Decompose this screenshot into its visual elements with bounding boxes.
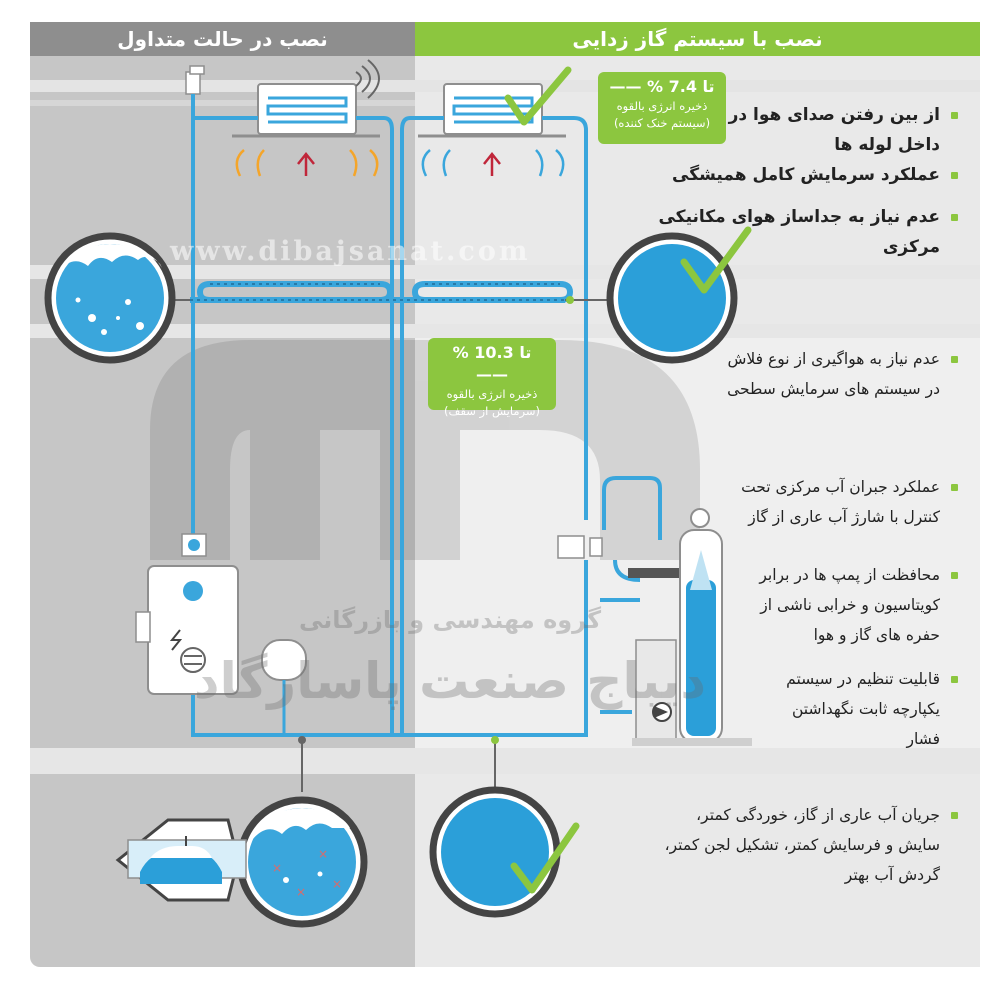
bullet-pressure-maintenance: قابلیت تنظیم در سیستم یکپارچه ثابت نگهداشتن فشار (740, 664, 940, 754)
header-degassing: نصب با سیستم گاز زدایی (572, 27, 823, 51)
bullet-water-makeup: عملکرد جبران آب مرکزی تحت کنترل با شارژ آب عاری از گاز (700, 472, 940, 532)
bullet-marker (951, 676, 958, 683)
bullet-marker (951, 356, 958, 363)
badge-energy-cooling-line1: ذخیره انرژی بالقوه (616, 99, 708, 113)
svg-text:×: × (332, 877, 343, 891)
bullet-pump-protection: محافظت از پمپ ها در برابر کویتاسیون و خرابی ناشی از حفره های گاز و هوا (700, 560, 940, 650)
badge-energy-ceiling (428, 338, 556, 418)
bullet-gas-free-flow: جریان آب عاری از گاز، خوردگی کمتر، سایش و فرسایش کمتر، تشکیل لجن کمتر، گردش آب بهتر (640, 800, 940, 890)
svg-text:×: × (272, 861, 283, 875)
bullet-no-flash-venting: عدم نیاز به هواگیری از نوع فلاش در سیستم های سرمایش سطحی (700, 344, 940, 404)
bullet-marker (951, 112, 958, 119)
badge-energy-ceiling-line1: ذخیره انرژی بالقوه (446, 387, 538, 401)
svg-text:×: × (296, 885, 307, 899)
badge-energy-ceiling-pct: تا 10.3 % —— (452, 343, 532, 384)
badge-energy-cooling-line2: (سیستم خنک کننده) (613, 116, 711, 130)
header-conventional: نصب در حالت متداول (117, 27, 328, 51)
bullet-marker (951, 214, 958, 221)
badge-energy-cooling-pct: تا 7.4 % —— (609, 77, 715, 96)
bullet-marker (951, 484, 958, 491)
bullet-no-separator: عدم نیاز به جداساز هوای مکانیکی مرکزی (600, 202, 940, 262)
svg-text:×: × (318, 847, 329, 861)
bullet-noise: از بین رفتن صدای هوا در داخل لوله ها (710, 100, 940, 160)
bullet-marker (951, 812, 958, 819)
bullet-marker (951, 572, 958, 579)
bullet-marker (951, 172, 958, 179)
bullet-full-cooling: عملکرد سرمایش کامل همیشگی (640, 160, 940, 190)
watermark-url: www.dibajsanat.com (170, 236, 531, 267)
band-lower (30, 324, 980, 338)
badge-energy-ceiling-line2: (سرمایش از سقف) (444, 404, 540, 418)
badge-energy-cooling (598, 72, 726, 144)
watermark-company-line2: دیباج صنعت پاسارگاد (193, 652, 707, 710)
watermark-company-line1: گروه مهندسی و بازرگانی (298, 606, 602, 634)
band-upper (30, 265, 980, 279)
